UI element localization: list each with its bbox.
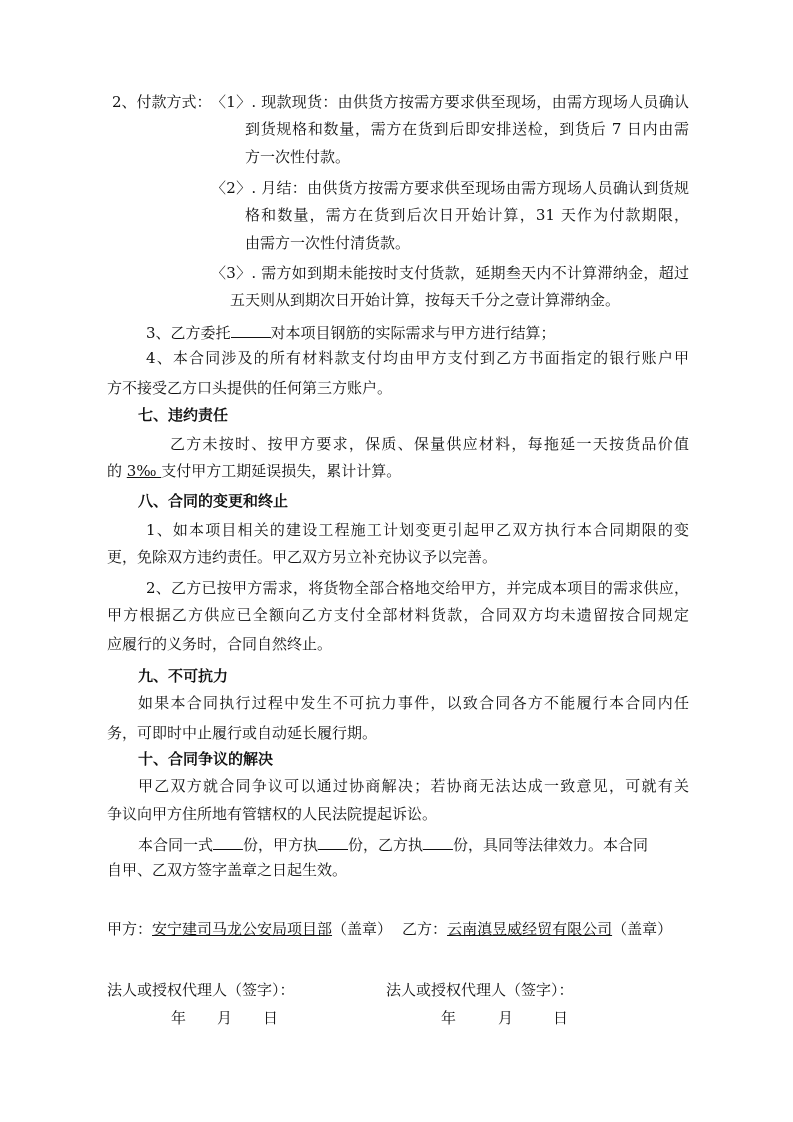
text: 乙方： [402,920,448,938]
section-10-title: 十、合同争议的解决 [138,750,274,768]
section-10-line: 甲乙双方就合同争议可以通过协商解决；若协商无法达成一致意见，可就有关 [138,777,689,795]
payment-opt3-line: 〈3〉. 需方如到期未能按时支付货款，延期叁天内不计算滞纳金，超过 [211,264,689,282]
penalty-rate: 3‰ [126,462,162,480]
text: 支付甲方工期延误损失，累计计算。 [161,462,402,480]
section-7-line: 乙方未按时、按甲方要求，保质、保量供应材料，每拖延一天按货品价值 [170,435,689,453]
section-8-line: 更，免除双方违约责任。甲乙双方另立补充协议予以完善。 [107,548,498,566]
item3 [146,321,556,341]
text: 甲方： [107,920,153,938]
text: 份，具同等法律效力。本合同 [453,836,649,854]
section-9-line: 如果本合同执行过程中发生不可抗力事件，以致合同各方不能履行本合同内任 [138,694,689,712]
text: 本合同一式 [138,836,214,854]
copies-line [138,833,648,853]
party-b-rep: 法人或授权代理人（签字）： [386,981,574,999]
payment-opt1-line: 到货规格和数量，需方在货到后即安排送检，到货后 7 日内由需 [245,120,689,138]
payment-label: 2、付款方式： [112,93,212,111]
text: （盖章） [612,920,673,938]
text: （盖章） [332,920,393,938]
payment-opt2-line: 由需方一次性付清货款。 [245,234,411,252]
section-9-line: 务，可即时中止履行或自动延长履行期。 [107,724,378,742]
year-label: 年 [441,1009,457,1027]
effect-line: 自甲、乙双方签字盖章之日起生效。 [107,861,348,879]
section-8-line: 甲方根据乙方供应已全额向乙方支付全部材料货款，合同双方均未遗留按合同规定 [107,606,689,624]
text: 份，乙方执 [348,836,424,854]
payment-opt2-line: 〈2〉. 月结：由供货方按需方要求供至现场由需方现场人员确认到货规 [211,179,689,197]
payment-opt3-line: 五天则从到期次日开始计算，按每天千分之壹计算滞纳金。 [230,291,621,309]
agent-blank [231,321,271,338]
item3-suffix: 对本项目钢筋的实际需求与甲方进行结算； [270,324,556,342]
copies-b-blank [423,833,453,850]
payment-opt2-line: 格和数量，需方在货到后次日开始计算，31 天作为付款期限， [245,206,689,224]
item4-line: 方不接受乙方口头提供的任何第三方账户。 [107,379,393,397]
copies-a-blank [318,833,348,850]
section-8-line: 应履行的义务时，合同自然终止。 [107,635,333,653]
section-8-line: 2、乙方已按甲方需求，将货物全部合格地交给甲方，并完成本项目的需求供应， [146,579,689,597]
section-7-line [107,461,401,481]
item3-prefix: 3、乙方委托 [146,324,231,342]
section-10-line: 争议向甲方住所地有管辖权的人民法院提起诉讼。 [107,805,438,823]
text: 的 [107,462,127,480]
party-a-rep: 法人或授权代理人（签字）： [107,981,295,999]
payment-opt1-line: 方一次性付款。 [245,148,351,166]
item4-line: 4、本合同涉及的所有材料款支付均由甲方支付到乙方书面指定的银行账户甲 [146,349,689,367]
party-a-name: 安宁建司马龙公安局项目部 [152,920,333,938]
month-label: 月 [498,1009,514,1027]
copies-total-blank [213,833,243,850]
year-label: 年 [171,1009,187,1027]
text: 份，甲方执 [243,836,319,854]
section-8-title: 八、合同的变更和终止 [138,492,289,510]
section-8-line: 1、如本项目相关的建设工程施工计划变更引起甲乙双方执行本合同期限的变 [146,521,689,539]
day-label: 日 [263,1009,279,1027]
month-label: 月 [217,1009,233,1027]
party-line [107,919,672,939]
party-b-name: 云南滇昱威经贸有限公司 [447,920,613,938]
day-label: 日 [553,1009,569,1027]
payment-opt1-line: 〈1〉. 现款现货：由供货方按需方要求供至现场，由需方现场人员确认 [211,93,689,111]
section-9-title: 九、不可抗力 [138,667,229,685]
section-7-title: 七、违约责任 [138,406,229,424]
